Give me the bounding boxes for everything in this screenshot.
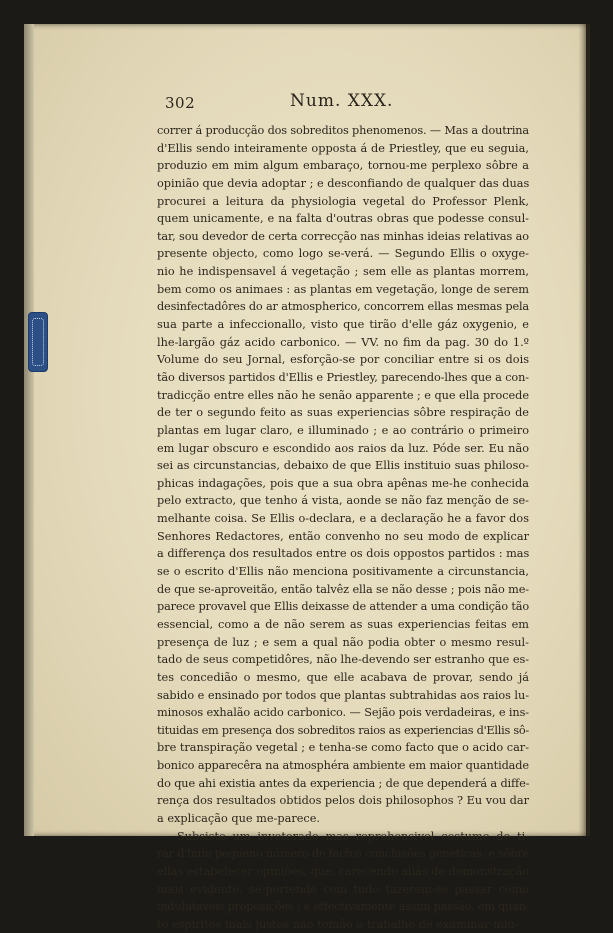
text-line: em lugar obscuro e escondido aos raios da luz. Póde ser. Eu não — [157, 441, 529, 455]
page-binding-edge — [24, 24, 34, 836]
text-line: parece provavel que Ellis deixasse de attender a uma condição tão — [157, 600, 529, 614]
text-line: rença dos resultados obtidos pelos dois philosophos ? Eu vou dar — [157, 794, 529, 808]
text-line: tradicção entre elles não he senão apparente ; e que ella procede — [157, 388, 529, 402]
text-line: minosos exhalão acido carbonico. — Sejão pois verdadeiras, e ins- — [157, 706, 529, 720]
text-line: de que se-aproveitão, então talvêz ella se não desse ; pois não me- — [157, 582, 529, 596]
text-line: indubitaveis proposições ; e effectivamente assim passão, em quan- — [157, 900, 530, 914]
text-line: opinião que devia adoptar ; e desconfiando de qualquer das duas — [157, 176, 530, 190]
text-line: a explicação que me-parece. — [157, 811, 321, 825]
page-heading: Num. XXX. — [290, 91, 394, 111]
text-line: Senhores Redactores, então convenho no seu modo de explicar — [157, 529, 529, 543]
text-line: desinfectadôres do ar atmospherico, concorrem ellas mesmas pela — [157, 300, 529, 314]
text-line: sabido e ensinado por todos que plantas subtrahidas aos raios lu- — [157, 688, 529, 702]
text-line: sua parte a infeccionallo, visto que tirão d'elle gáz oxygenio, e — [157, 318, 529, 332]
text-line: Volume do seu Jornal, esforção-se por conciliar entre si os dois — [157, 353, 529, 367]
text-line: pelo extracto, que tenho á vista, aonde se não faz menção de se- — [157, 494, 529, 508]
text-line: d'Ellis sendo inteiramente opposta á de Priestley, que eu seguia, — [157, 141, 529, 155]
body-text — [157, 122, 529, 933]
text-line: tão diversos partidos d'Ellis e Priestley, parecendo-lhes que a con- — [157, 370, 529, 384]
page-fold-shadow — [578, 24, 590, 836]
text-line: rar d'hum pequeno número de factos conclusões geneticas, e sôbre — [157, 847, 529, 861]
text-line: procurei a leitura da physiologia vegetal do Professor Plenk, — [157, 194, 529, 208]
text-line: presente objecto, como logo se-verá. — Segundo Ellis o oxyge- — [157, 247, 529, 261]
text-line: sei as circunstancias, debaixo de que Ellis instituio suas philoso- — [157, 459, 529, 473]
text-line: do que ahi existia antes da experiencia ; de que dependerá a diffe- — [157, 776, 530, 790]
text-line: produzio em mim algum embaraço, tornou-me perplexo sôbre a — [157, 159, 529, 173]
library-stamp-icon — [28, 312, 48, 372]
text-line: nio he indispensavel á vegetação ; sem elle as plantas morrem, — [157, 265, 529, 279]
page-number: 302 — [165, 94, 196, 112]
text-line: phicas indagações, pois que a sua obra apênas me-he conhecida — [157, 476, 529, 490]
text-line: presença de luz ; e sem a qual não podia obter o mesmo resul- — [157, 635, 529, 649]
text-line: Subsiste um inveterado mas reprehensivel costume de ti- — [177, 829, 529, 843]
text-line: plantas em lugar claro, e illuminado ; e ao contrário o primeiro — [157, 423, 529, 437]
text-line: bre transpiração vegetal ; e tenha-se como facto que o acido car- — [157, 741, 529, 755]
text-line: to espiritos mais justos não tomão o trabalho de examinar miu- — [157, 917, 519, 931]
text-line: mais evidente, se-pertende com tudo fazerem-se passar como — [157, 882, 529, 896]
text-line: tes concedião o mesmo, que elle acabava de provar, sendo já — [157, 670, 529, 684]
text-line: se o escrito d'Ellis não menciona positivamente a circunstancia, — [157, 565, 529, 579]
text-line: tado de seus competidôres, não lhe-devendo ser estranho que es- — [157, 653, 529, 667]
text-line: correr á producção dos sobreditos phenomenos. — Mas a doutrina — [157, 124, 529, 137]
text-line: tar, sou devedor de certa correcção nas minhas ideias relativas ao — [157, 229, 529, 243]
text-line: bem como os animaes : as plantas em vegetação, longe de serem — [157, 282, 529, 296]
text-line: essencial, como a de não serem as suas experiencias feitas em — [157, 617, 529, 631]
text-line: tituidas em presença dos sobreditos raios as experiencias d'Ellis sô- — [157, 723, 529, 737]
text-line: a differença dos resultados entre os dois oppostos partidos : mas — [157, 547, 530, 561]
text-line: de ter o segundo feito as suas experiencias sôbre respiração de — [157, 406, 529, 420]
text-line: ellas estabelecer opiniões, que, carecendo aliás de demonstração — [157, 864, 529, 878]
text-line: lhe-largão gáz acido carbonico. — VV. no fim da pag. 30 do 1.º — [157, 335, 529, 349]
text-line: melhante coisa. Se Ellis o-declara, e a declaração he a favor dos — [157, 512, 529, 526]
text-line: quem unicamente, e na falta d'outras obras que podesse consul- — [157, 212, 529, 226]
text-line: bonico apparecêra na atmosphéra ambiente em maior quantidade — [157, 759, 529, 773]
